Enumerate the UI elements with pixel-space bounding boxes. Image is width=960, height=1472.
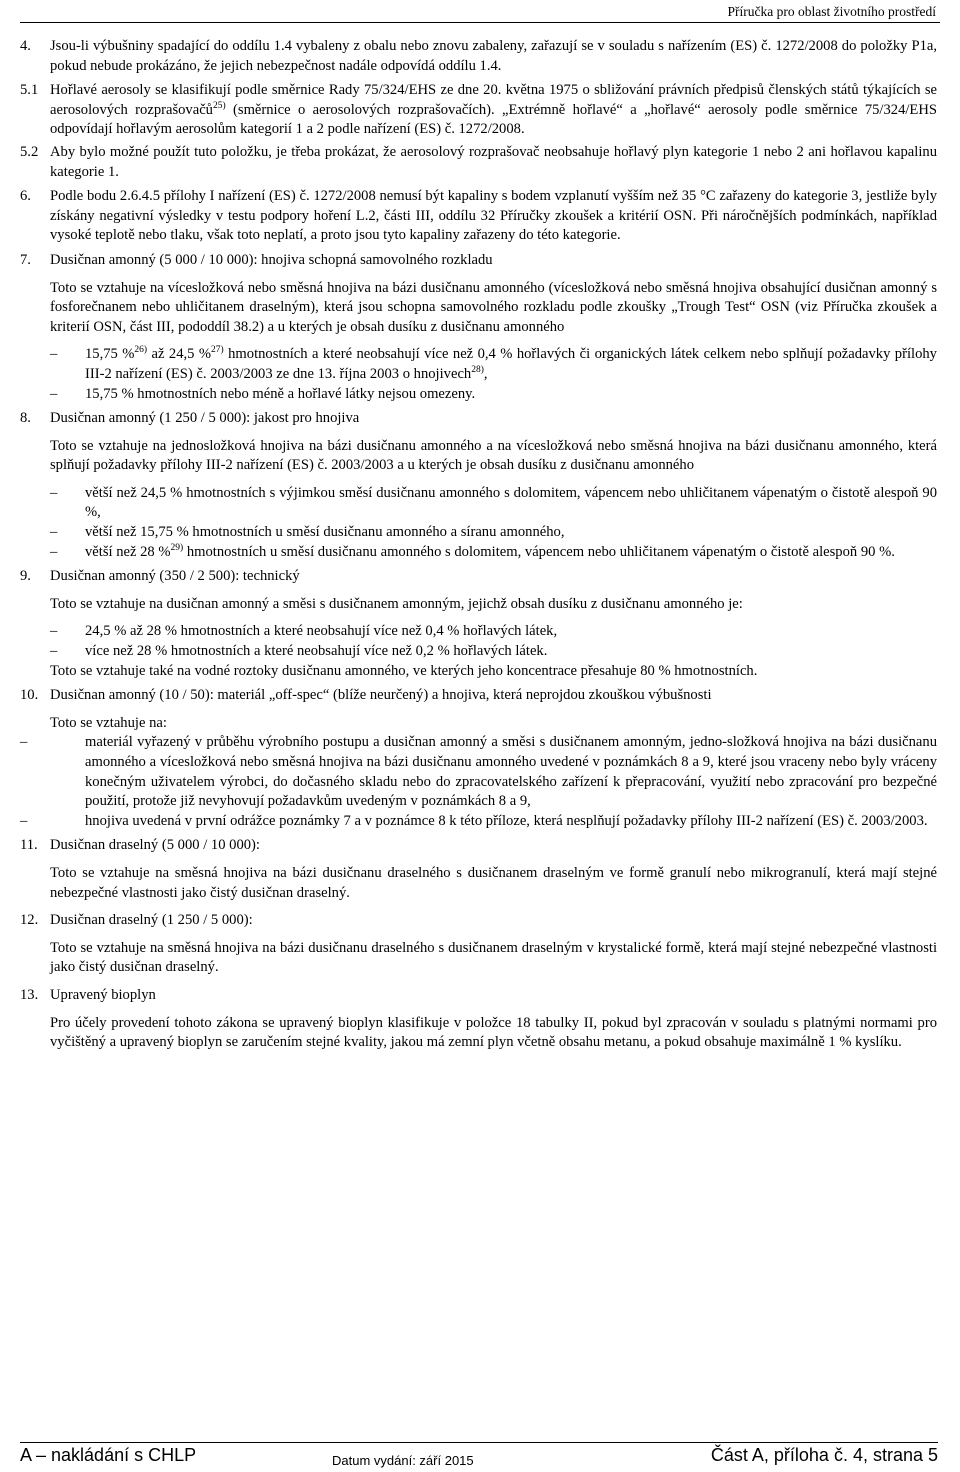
list-item: [50, 622, 937, 642]
dash-marker: –: [50, 623, 58, 640]
footer-date: Datum vydání: září 2015: [332, 1453, 474, 1468]
note-number: 11.: [20, 837, 38, 854]
note-7: [20, 251, 937, 271]
page-footer: [20, 1442, 938, 1471]
note-10-list: [20, 733, 937, 831]
note-5-2: [20, 143, 937, 182]
note-text: [50, 81, 937, 140]
text-part: 15,75 %: [85, 346, 135, 363]
list-item: [20, 812, 937, 832]
note-7-list: [50, 345, 937, 404]
dash-marker: –: [20, 734, 28, 751]
note-title: Dusičnan amonný (10 / 50): materiál „off-spec“ (blíže neurčený) a hnojiva, která neprojdou zkouškou výbušnosti: [50, 687, 712, 704]
note-7-paragraph: Toto se vztahuje na vícesložková nebo směsná hnojiva na bázi dusičnanu amonného (vícesložková nebo směsná hnojiva obsahující dusičnan amonný s fosforečnanem nebo uhličitanem draselným), která jsou schopna samovolného rozkladu podle zkoušky „Trough Test“ OSN (viz Příručka zkoušek a kriterií OSN, část III, pododdíl 38.2) a u kterých je obsah dusíku z dusičnanu amonného: [50, 279, 937, 335]
note-12: [20, 911, 937, 931]
note-title: Dusičnan amonný (350 / 2 500): technický: [50, 568, 300, 585]
list-item-text: materiál vyřazený v průběhu výrobního postupu a dusičnan amonný a směsi s dusičnanem amonným, jedno-složková hnojiva na bázi dusičnanu amonného a vícesložková nebo směsná hnojiva na bázi dusičnanu amonného uvedené v poznámkách 8 a 9, které jsou vraceny nebo byly vráceny konečným uživatelem výrobci, do dočasného skladu nebo do zpracovatelského zařízení k přepracování, využití nebo zpracování pro bezpečné použití, protože již nevyhovují požadavkům uvedeným v poznámkách 8 a 9,: [85, 734, 937, 810]
dash-marker: –: [50, 543, 58, 560]
list-item-text: větší než 15,75 % hmotnostních u směsí dusičnanu amonného a síranu amonného,: [85, 524, 565, 541]
list-item-text: [85, 543, 937, 563]
footnote-ref: 28): [471, 365, 484, 376]
note-number: 10.: [20, 687, 39, 704]
note-number: 9.: [20, 568, 31, 585]
note-9-after: Toto se vztahuje také na vodné roztoky dusičnanu amonného, ve kterých jeho koncentrace přesahuje 80 % hmotnostních.: [50, 662, 758, 679]
dash-marker: –: [50, 346, 58, 363]
list-item-text: větší než 24,5 % hmotnostních s výjimkou směsí dusičnanu amonného s dolomitem, vápencem nebo uhličitanem vápenatým o čistotě alespoň 90 %,: [85, 484, 937, 521]
note-4: [20, 37, 937, 76]
dash-marker: –: [50, 524, 58, 541]
note-8: [20, 409, 937, 429]
footnote-ref: 27): [211, 345, 224, 356]
footnote-ref: 26): [134, 345, 148, 356]
text-part: až 24,5 %: [147, 346, 212, 363]
page-header: Příručka pro oblast životního prostředí: [727, 4, 936, 19]
list-item: [50, 543, 937, 563]
note-number: 7.: [20, 251, 31, 268]
note-number: 13.: [20, 986, 39, 1003]
note-9: [20, 567, 937, 587]
note-title: Dusičnan amonný (5 000 / 10 000): hnojiva schopná samovolného rozkladu: [50, 251, 493, 268]
document-body: [20, 37, 937, 1058]
dash-marker: –: [50, 484, 58, 501]
note-title: Dusičnan amonný (1 250 / 5 000): jakost pro hnojiva: [50, 410, 360, 427]
note-8-paragraph: Toto se vztahuje na jednosložková hnojiva na bázi dusičnanu amonného a na vícesložková nebo směsná hnojiva na bázi dusičnanu amonného, která splňují požadavky přílohy III-2 nařízení (ES) č. 2003/2003 a u kterých je obsah dusíku z dusičnanu amonného: [50, 437, 937, 474]
note-text: Aby bylo možné použít tuto položku, je třeba prokázat, že aerosolový rozprašovač neobsahuje hořlavý plyn kategorie 1 nebo 2 ani hořlavou kapalinu kategorie 1.: [50, 143, 937, 180]
note-text: Podle bodu 2.6.4.5 přílohy I nařízení (ES) č. 1272/2008 nemusí být kapaliny s bodem vzplanutí vyšším než 35 °C zařazeny do kategorie 3, jestliže byly získány negativní výsledky v testu podpory hoření L.2, části III, oddílu 32 Příručky zkoušek a kritérií OSN. Při náročnějších podmínkách, například vysoké teplotě nebo tlaku, však toto neplatí, a proto jsou tyto kapaliny zařazeny do této kategorie.: [50, 188, 937, 244]
text-part: ,: [483, 365, 488, 382]
footer-section: A – nakládání s CHLP: [20, 1445, 197, 1465]
list-item-text: [85, 345, 937, 384]
note-11: [20, 836, 937, 856]
note-number: 6.: [20, 188, 31, 205]
footer-page: Část A, příloha č. 4, strana 5: [710, 1445, 938, 1465]
list-item: [50, 385, 937, 405]
list-item-text: 15,75 % hmotnostních nebo méně a hořlavé látky nejsou omezeny.: [85, 385, 476, 402]
dash-marker: –: [20, 812, 28, 829]
note-number: 8.: [20, 410, 31, 427]
list-item-text: 24,5 % až 28 % hmotnostních a které neobsahují více než 0,4 % hořlavých látek,: [85, 623, 558, 640]
footnote-ref: 25): [212, 100, 226, 111]
note-number: 5.2: [20, 143, 39, 160]
note-12-paragraph: Toto se vztahuje na směsná hnojiva na bázi dusičnanu draselného s dusičnanem draselným v krystalické formě, která mají stejné nebezpečné vlastnosti jako čistý dusičnan draselný.: [50, 939, 937, 976]
note-title: Dusičnan draselný (1 250 / 5 000):: [50, 912, 253, 929]
note-10: [20, 686, 937, 706]
list-item: [50, 642, 937, 662]
list-item: [50, 523, 937, 543]
footnote-ref: 29): [170, 542, 184, 553]
note-6: [20, 187, 937, 246]
note-text-part: Hořlavé aerosoly se klasifikují podle směrnice Rady 75/324/EHS ze dne 20. května 1975 o sbližování právních předpisů členských států týkajících se aerosolových rozprašovačů: [50, 82, 937, 118]
note-5-1: [20, 81, 937, 140]
note-9-list: [50, 622, 937, 661]
header-rule: [20, 22, 940, 23]
text-part: hmotnostních a které neobsahují více než 0,4 % hořlavých či organických látek celkem nebo splňují požadavky přílohy III-2 nařízení (ES) č. 2003/2003 ze dne 13. října 2003 o hnojivech: [85, 346, 937, 382]
text-part: hmotnostních u směsí dusičnanu amonného s dolomitem, vápencem nebo uhličitanem vápenatým o čistotě alespoň 90 %.: [183, 543, 895, 560]
note-title: Dusičnan draselný (5 000 / 10 000):: [50, 837, 260, 854]
text-part: větší než 28 %: [85, 543, 171, 560]
note-13: [20, 986, 937, 1006]
note-13-paragraph: Pro účely provedení tohoto zákona se upravený bioplyn klasifikuje v položce 18 tabulky II, pokud byl zpracován v souladu s platnými normami pro vyčištěný a upravený bioplyn se zaručením stejné kvality, jakou má zemní plyn včetně obsahu metanu, a pokud obsahuje maximálně 1 % kyslíku.: [50, 1014, 937, 1051]
dash-marker: –: [50, 643, 58, 660]
note-8-list: [50, 484, 937, 562]
note-11-paragraph: Toto se vztahuje na směsná hnojiva na bázi dusičnanu draselného s dusičnanem draselným ve formě granulí nebo mikrogranulí, která mají stejné nebezpečné vlastnosti jako čistý dusičnan draselný.: [50, 864, 937, 901]
note-number: 12.: [20, 912, 39, 929]
list-item: [50, 345, 937, 384]
dash-marker: –: [50, 385, 58, 402]
note-title: Upravený bioplyn: [50, 986, 156, 1003]
note-9-paragraph: Toto se vztahuje na dusičnan amonný a směsi s dusičnanem amonným, jejichž obsah dusíku z dusičnanu amonného je:: [50, 595, 743, 612]
note-number: 4.: [20, 38, 31, 54]
list-item: [20, 733, 937, 811]
note-number: 5.1: [20, 82, 39, 99]
list-item-text: hnojiva uvedená v první odrážce poznámky 7 a v poznámce 8 k této příloze, která nesplňují požadavky přílohy III-2 nařízení (ES) č. 2003/2003.: [85, 812, 928, 829]
note-text: Jsou-li výbušniny spadající do oddílu 1.4 vybaleny z obalu nebo znovu zabaleny, zařazují se v souladu s nařízením (ES) č. 1272/2008 do položky P1a, pokud nebude prokázáno, že jejich nebezpečnost nadále odpovídá oddílu 1.4.: [50, 38, 937, 74]
note-10-paragraph: Toto se vztahuje na:: [50, 714, 167, 731]
note-text-part: (směrnice o aerosolových rozprašovačích). „Extrémně hořlavé“ a „hořlavé“ aerosoly podle směrnice 75/324/EHS odpovídají hořlavým aerosolům kategorií 1 a 2 podle nařízení (ES) č. 1272/2008.: [50, 101, 937, 138]
list-item-text: více než 28 % hmotnostních a které neobsahují více než 0,2 % hořlavých látek.: [85, 643, 548, 660]
list-item: [50, 484, 937, 523]
